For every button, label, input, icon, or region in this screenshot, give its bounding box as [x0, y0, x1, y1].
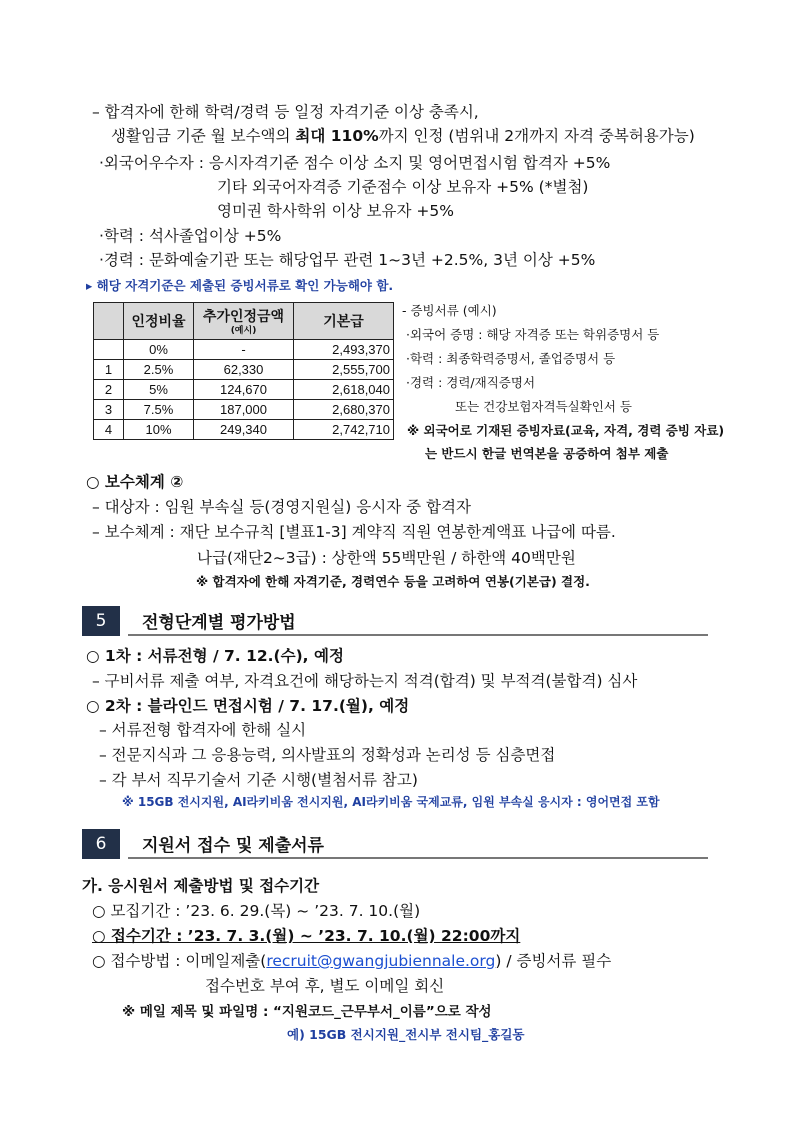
header-base-pay: 기본급	[294, 303, 394, 340]
evidence-title: - 증빙서류 (예시)	[402, 303, 497, 318]
evidence-career: ·경력 : 경력/재직증명서	[406, 375, 536, 390]
mail-title-example: 예) 15GB 전시지원_전시부 전시팀_홍길동	[287, 1027, 525, 1042]
pay-system: – 보수체계 : 재단 보수규칙 [별표1-3] 계약직 직원 연봉한계액표 나급에 따름.	[92, 523, 616, 541]
header-extra-amount	[194, 303, 294, 340]
table-cell: 2	[94, 380, 124, 400]
evidence-education: ·학력 : 최종학력증명서, 졸업증명서 등	[406, 351, 616, 366]
submission-method-post: ) / 증빙서류 필수	[495, 952, 612, 970]
table-row	[94, 420, 394, 440]
section-5-number: 5	[82, 606, 120, 636]
table-cell: 2,618,040	[294, 380, 394, 400]
stage-2-title: ○ 2차 : 블라인드 면접시험 / 7. 17.(월), 예정	[86, 697, 410, 715]
email-link[interactable]: recruit@gwangjubiennale.org	[266, 952, 496, 970]
max-rate-bold: 최대 110%	[295, 127, 379, 145]
max-rate-post: 까지 인정 (범위내 2개까지 자격 중복허용가능)	[378, 127, 695, 145]
header-extra-amount-sub: (예시)	[230, 326, 257, 336]
table-cell: 2,680,370	[294, 400, 394, 420]
section-5-title: 전형단계별 평가방법	[142, 613, 296, 633]
table-cell: 4	[94, 420, 124, 440]
pay-system-2-title: ○ 보수체계 ②	[86, 473, 184, 491]
verification-note-text: 해당 자격기준은 제출된 증빙서류로 확인 가능해야 함.	[96, 278, 394, 293]
foreign-language-line-3: 영미권 학사학위 이상 보유자 +5%	[217, 202, 454, 220]
table-cell	[94, 340, 124, 360]
rate-table	[93, 302, 394, 440]
table-cell: 2.5%	[124, 360, 194, 380]
career-line: ·경력 : 문화예술기관 또는 해당업무 관련 1~3년 +2.5%, 3년 이상 +5%	[99, 251, 596, 269]
qualification-intro: – 합격자에 한해 학력/경력 등 일정 자격기준 이상 충족시,	[92, 103, 479, 121]
recruit-period: ○ 모집기간 : ’23. 6. 29.(목) ~ ’23. 7. 10.(월)	[92, 902, 421, 920]
receive-period: ○ 접수기간 : ’23. 7. 3.(월) ~ ’23. 7. 10.(월) 22:00까지	[92, 927, 521, 945]
header-extra-amount-label: 추가인정금액	[202, 309, 285, 325]
table-cell: 5%	[124, 380, 194, 400]
pay-target: – 대상자 : 임원 부속실 등(경영지원실) 응시자 중 합격자	[92, 498, 471, 516]
english-interview-note: ※ 15GB 전시지원, AI라키비움 전시지원, AI라키비움 국제교류, 임원 부속실 응시자 : 영어면접 포함	[122, 795, 660, 809]
table-cell: 0%	[124, 340, 194, 360]
max-rate-pre: 생활임금 기준 월 보수액의	[111, 127, 296, 145]
section-5-header	[82, 606, 708, 636]
education-line: ·학력 : 석사졸업이상 +5%	[99, 227, 282, 245]
submission-method-pre: ○ 접수방법 : 이메일제출(	[92, 952, 267, 970]
table-cell: 1	[94, 360, 124, 380]
table-cell: 2,493,370	[294, 340, 394, 360]
evidence-note-1: ※ 외국어로 기재된 증빙자료(교육, 자격, 경력 증빙 자료)	[407, 423, 725, 438]
stage-2-desc-1: – 서류전형 합격자에 한해 실시	[99, 721, 307, 739]
table-row	[94, 340, 394, 360]
pay-note: ※ 합격자에 한해 자격기준, 경력연수 등을 고려하여 연봉(기본급) 결정.	[196, 574, 590, 589]
section-5-divider	[128, 634, 708, 636]
mail-title-note: ※ 메일 제목 및 파일명 : “지원코드_근무부서_이름”으로 작성	[122, 1004, 492, 1020]
header-index	[94, 303, 124, 340]
triangle-bullet-icon: ▸	[86, 278, 93, 293]
table-cell: 2,555,700	[294, 360, 394, 380]
table-cell: 62,330	[194, 360, 294, 380]
pay-grade: 나급(재단2~3급) : 상한액 55백만원 / 하한액 40백만원	[197, 549, 576, 567]
stage-2-desc-3: – 각 부서 직무기술서 기준 시행(별첨서류 참고)	[99, 771, 418, 789]
foreign-language-line-2: 기타 외국어자격증 기준점수 이상 보유자 +5% (*별첨)	[217, 178, 589, 196]
section-6-number: 6	[82, 829, 120, 859]
rate-table-header	[94, 303, 394, 340]
header-rate: 인정비율	[124, 303, 194, 340]
submission-method	[92, 949, 611, 971]
table-row	[94, 360, 394, 380]
submission-subtitle: 가. 응시원서 제출방법 및 접수기간	[82, 877, 320, 895]
evidence-language: ·외국어 증명 : 해당 자격증 또는 학위증명서 등	[406, 327, 660, 342]
evidence-note-2: 는 반드시 한글 번역본을 공증하여 첨부 제출	[425, 446, 669, 461]
section-6-header	[82, 829, 708, 859]
stage-1-desc: – 구비서류 제출 여부, 자격요건에 해당하는지 적격(합격) 및 부적격(불합격) 심사	[92, 672, 638, 690]
section-6-title: 지원서 접수 및 제출서류	[142, 836, 324, 856]
table-row	[94, 400, 394, 420]
table-cell: 7.5%	[124, 400, 194, 420]
table-cell: -	[194, 340, 294, 360]
table-cell: 124,670	[194, 380, 294, 400]
table-cell: 10%	[124, 420, 194, 440]
submission-method-2: 접수번호 부여 후, 별도 이메일 회신	[205, 977, 445, 995]
verification-note	[86, 276, 393, 294]
table-cell: 187,000	[194, 400, 294, 420]
table-cell: 249,340	[194, 420, 294, 440]
stage-2-desc-2: – 전문지식과 그 응용능력, 의사발표의 정확성과 논리성 등 심층면접	[99, 746, 556, 764]
evidence-career-alt: 또는 건강보험자격득실확인서 등	[455, 399, 632, 414]
table-cell: 3	[94, 400, 124, 420]
section-6-divider	[128, 857, 708, 859]
foreign-language-line-1: ·외국어우수자 : 응시자격기준 점수 이상 소지 및 영어면접시험 합격자 +5%	[99, 154, 611, 172]
table-cell: 2,742,710	[294, 420, 394, 440]
table-row	[94, 380, 394, 400]
max-rate-line	[111, 124, 695, 146]
stage-1-title: ○ 1차 : 서류전형 / 7. 12.(수), 예정	[86, 647, 344, 665]
